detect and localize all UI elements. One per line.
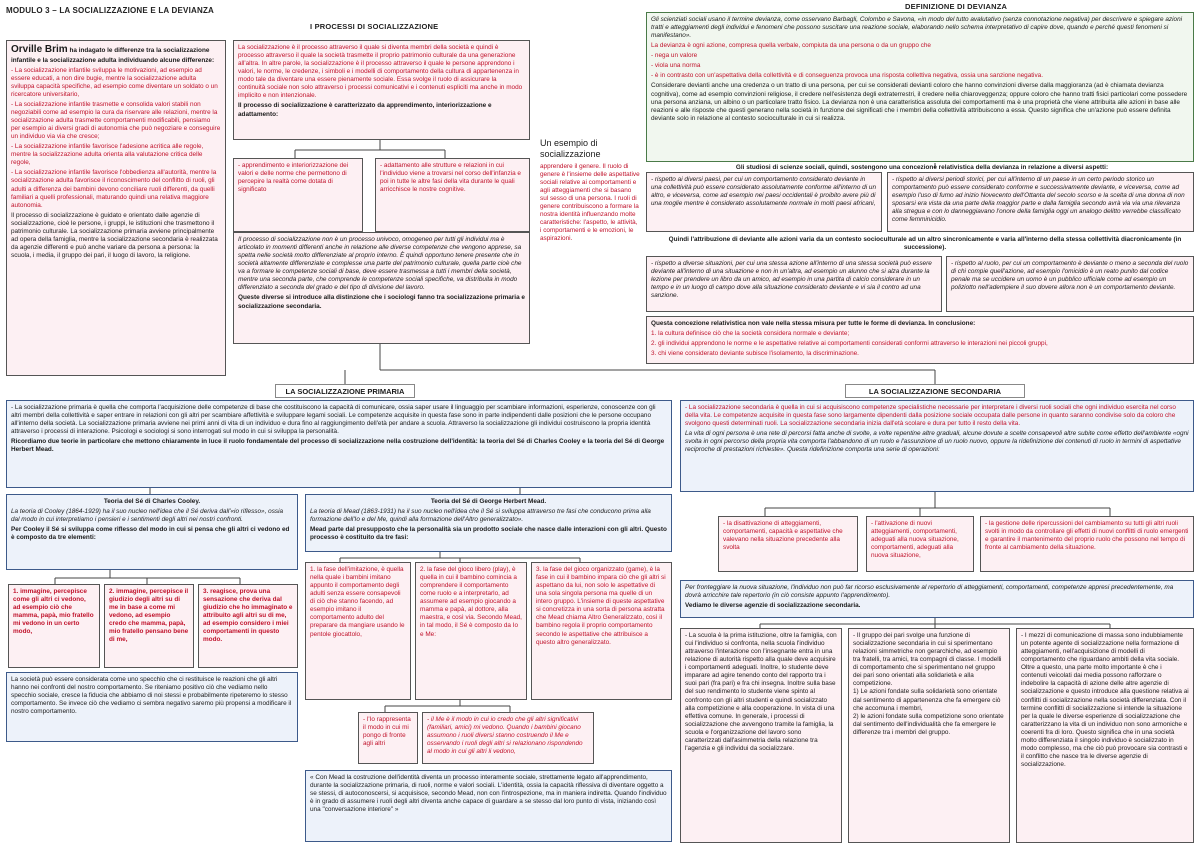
cooley-element-3 [198, 584, 298, 668]
process-text: Il processo di socializzazione non è un processo univoco, omogeneo per tutti gli individui ma è articolato in momenti differenti anche in relazione alle diverse competenze che vengono apprese, sa spetta nelle società molto differenziate al proprio interno. È quindi opportuno tenere presente che in società altamente differenziate e complesse una parte del patrimonio culturale, quella parte cioè che va a formare le competenze sociali di base, deve essere trasmessa a tutti i membri della società, mentre una seconda parte, che comprende le competenze sociali specifiche, va distribuita in modo differenziato a seconda del grado e del tipo di divisione del lavoro. [238, 236, 522, 292]
secondary-op-2-text: - l'attivazione di nuovi atteggiamenti, comportamenti, adeguati alla nuova situazione, comportamenti, adeguati alla nuova situazione, [871, 520, 959, 560]
mead-phase-3 [531, 562, 672, 700]
adattamento-text: - adattamento alle strutture e relazioni in cui l'individuo viene a trovarsi nel corso dell'infanzia e poi in tutte le altre fasi della vita durante le quali arricchisce le nostre cognitive. [380, 162, 521, 194]
mead-me-box [422, 712, 594, 764]
deviance-point-3: - è in contrasto con un'aspettativa della collettività e di conseguenza provoca una risposta collettiva negativa, ossia una sanzione negativa. [651, 72, 1044, 80]
deviance-intro: Gli scienziati sociali usano il termine devianza, come osservano Barbagli, Colombo e Savona, «in modo del tutto avalutativo (senza connotazione negativa) per descrivere e spiegare azioni tratti e atteggiamenti degli individui e fenomeni che possono suscitare una reazione sociale, elaborando nello schema interpretativo di capire dove, quando e perché questi fenomeni si manifestano». [651, 16, 1183, 40]
relativity-times: - rispetto ai diversi periodi storici, per cui all'interno di un paese in un certo periodo storico un comportamento può essere considerato conforme e successivamente deviante, e viceversa, come ad esempio l'uso di fumo ad inizio Novecento dell'Ottanta del secolo scorso e la scelta di una donna di non sposarsi era vista da una parte della maggior parte e dalla famiglia secondo avrà via via una rilevanza alla stregua e con lo danneggiavano l'onore della famiglia oggi un analogo delitto verrebbe classificato come femminicidio. [892, 176, 1185, 224]
deviance-box [646, 12, 1194, 162]
relativity-role: - rispetto al ruolo, per cui un comportamento è deviante o meno a seconda del ruolo di chi compie quell'azione, ad esempio l'omicidio è un reato punito dal codice penale ma se uccidere un uomo è un pubblico ufficiale come ad esempio un poliziotto nell'adempiere il suo dovere allora non è un comportamento deviante. [951, 260, 1189, 292]
relativity-role-box [946, 256, 1194, 312]
definition-text: La socializzazione è il processo attraverso il quale si diventa membri della società e quindi è processo attraverso il quale la società trasmette il proprio patrimonio culturale da una generazione all'altra. In altre parole, la socializzazione è il processo attraverso il quale le persone apprendono i valori, le norme, le credenze, i simboli e i modelli di comportamento della cultura di appartenenza in modo tale da diventare una essere pienamente sociale. Essa svolge il ruolo di assicurare la continuità sociale non solo attraverso i processi comunicativi e i contenuti espliciti ma anche in modo implicito e non intenzionale. [238, 44, 523, 100]
conclusion-box [646, 316, 1194, 364]
agency-peers-text: - Il gruppo dei pari svolge una funzione di socializzazione secondaria in cui si sperimentano relazioni simmetriche non gerarchiche, ad esempio tra fratelli, tra amici, tra compagni di classe. I modelli di comportamento che si sperimentano nel gruppo dei pari sono orientati alla solidarietà e alla competizione. 1) Le azioni fondate sulla solidarietà sono orientate dal sentimento di appartenenza che fa emergere ciò che accomuna i membri, 2) le azioni fondate sulla competizione sono orientate dal sentimento dell'individualità che fa emergere le differenze tra i membri del gruppo. [853, 632, 1004, 736]
relativity-mid: Quindi l'attribuzione di deviante alle azioni varia da un contesto socioculturale ad un altro sincronicamente e varia all'interno della stessa collettività diacronicamente (in successione). [668, 236, 1182, 252]
conclusion-intro: Questa concezione relativistica non vale nella stessa misura per tutte le forme di devianza. In conclusione: [651, 320, 976, 327]
primary-bold: Ricordiamo due teorie in particolare che mettono chiaramente in luce il ruolo fondamentale del processo di socializzazione nella costruzione dell'identità: la teoria del Sé di Charles Cooley e la teoria del Sé di George Herbert Mead. [11, 438, 665, 454]
mead-footer: « Con Mead la costruzione dell'identità diventa un processo interamente sociale, strettamente legato all'apprendimento, durante la socializzazione primaria, di ruoli, norme e valori sociali. L'identità, ossia la capacità riflessiva di diventare oggetto a se stessi, di autoconoscersi, si acquisisce, secondo Mead, non con l'introspezione, ma in maniera indiretta. Quando l'individuo è in grado di assumere i ruoli degli altri diventa anche capace di guardare a se stesso dal loro punto di vista, iniziando così una "conversazione interiore" » [310, 774, 667, 814]
secondary-title: LA SOCIALIZZAZIONE SECONDARIA [868, 387, 1002, 396]
deviance-title: DEFINIZIONE DI DEVIANZA [905, 2, 1008, 11]
secondary-op-1 [718, 516, 858, 572]
cooley-element-1-text: 1. immagine, percepisce come gli altri ci vedono, ad esempio ciò che mamma, papà, mio fratello mi vedono in un certo modo, [13, 588, 94, 636]
agency-media-text: - I mezzi di comunicazione di massa sono indubbiamente un potente agente di socializzazione nella formazione di atteggiamenti, nell'acquisizione di modelli di comportamento che riguardano ambiti della vita sociale. Oltre a questo, una parte molto importante è che i contenuti veicolati dai media possono rafforzare o indebolire la capacità di azione delle altre agenzie di socializzazione e questo introduce alla questione relativa ai conflitti di socializzazione nella società differenziata. Con il termine conflitti di socializzazione si intende la situazione per la quale le diverse esperienze di socializzazione che caratterizzano la vita di un individuo non sono armoniche e coerenti fra di loro. Questo significa che in una società molto differenziata il singolo individuo è socializzato in modo complesso, ma che ciò può provocare sia contrasti e il conflitto che nasce tra le diverse agenzie di socializzazione. [1021, 632, 1189, 768]
deviance-def: La devianza è ogni azione, compresa quella verbale, compiuta da una persona o da un gruppo che [651, 42, 931, 50]
secondary-text-2: La vita di ogni persona è una rete di percorsi fatta anche di svolte, a volte repentine altre graduali, alcune dovute a scelte consapevoli altre subite come effetto dell'ambiente «ogni svolta in ogni percorso della propria vita comporta l'abbandono di un ruolo e l'assunzione di un ruolo nuovo, oppure la ridefinizione dei contenuti di ruolo in termini di aspettative reciproche di prestazioni richieste». Questa ridefinizione comporta una serie di operazioni: [685, 430, 1189, 454]
cooley-element-2-text: 2. immagine, percepisce il giudizio degli altri su di me in base a come mi vedono, ad esempio credo che mamma, papà, mio fratello pensano bene di me, [109, 588, 189, 644]
definition-bold: Il processo di socializzazione è caratterizzato da apprendimento, interiorizzazione e adattamento: [238, 102, 492, 118]
mead-io-box [358, 712, 418, 764]
processes-title: I PROCESSI DI SOCIALIZZAZIONE [310, 22, 439, 31]
brim-agencies: Il processo di socializzazione è guidato e orientato dalle agenzie di socializzazione, cioè le persone, i gruppi, le istituzioni che trasmettono il patrimonio culturale. La socializzazione primaria avviene principalmente ad opera della famiglia, mentre la socializzazione secondaria è realizzata da agenzie differenti e può anche variare da persona a persona: la scuola, i media, il gruppo dei pari, il luogo di lavoro, la religione. [11, 211, 218, 260]
secondary-box [680, 400, 1194, 492]
apprendimento-box [233, 158, 363, 232]
deviance-body: Considerare devianti anche una credenza o un tratto di una persona, per cui se considerati devianti coloro che hanno convinzioni diverse dalla maggioranza (ad è chiamata devianza cognitiva), come ad esempio convinzioni religiose, il credere nell'esistenza degli extraterrestri, il credere nella chiaroveggenza; oppure coloro che hanno tratti fisici particolari come possedere una persona anziana, un albino o un particolare tratto fisico. La devianza non è una caratteristica assoluta dei comportamenti ma è una proprietà che viene attribuita alle azioni in base alle reazioni e alle risposte che questi generano nella società in funzione dei significati che i membri della collettività attribuiscono a essa. Questo significa che un'azione può essere definita deviante solo in relazione al contesto socioculturale in cui si realizza. [651, 82, 1188, 122]
definition-box [233, 40, 530, 140]
side-note-text: apprendere il genere. Il ruolo di genere è l'insieme delle aspettative sociali relative ai comportamenti e agli atteggiamenti che si basano sul sesso di una persona. I ruoli di genere contribuiscono a formare la nostra identità influenzando molte caratteristiche: l'aspetto, le attività, i comportamenti e le emozioni, le aspirazioni. [540, 162, 640, 243]
cooley-text: La teoria di Cooley (1864-1929) ha il suo nucleo nell'idea che il Sé deriva dall'«io riflesso», ossia dal modo in cui interpretiamo i pensieri e i sentimenti degli altri nei nostri confronti. [11, 508, 284, 524]
agency-media [1016, 628, 1194, 843]
mead-io-text: - l'Io rappresenta il modo in cui mi pongo di fronte agli altri [363, 716, 411, 748]
mead-phase-2-text: 2. la fase del gioco libero (play), è quella in cui il bambino comincia a comprendere il comportamento come ruolo e a interpretarlo, ad assumere ad esempio giocando a mamma e papà, al dottore, alla maestra, e così via. Secondo Mead, in tal modo, il Sé è composto da Io e Me: [420, 566, 522, 638]
process-box [233, 232, 530, 344]
agencies-intro: Per fronteggiare la nuova situazione, l'individuo non può far ricorso esclusivamente al repertorio di atteggiamenti, comportamenti, competenze appresi precedentemente, ma dovrà arricchire tale repertorio (in ciò consiste appunto l'apprendimento). [685, 584, 1174, 600]
brim-item-3: - La socializzazione infantile favorisce l'adesione acritica alle regole, mentre la socializzazione adulta orienta alla valutazione critica delle regole, [11, 143, 204, 167]
agencies-intro-box [680, 580, 1194, 618]
conclusion-item-2: 2. gli individui apprendono le norme e le aspettative relative ai comportamenti considerati conformi attraverso le interazioni nei piccoli gruppi, [651, 340, 1048, 348]
conclusion-item-1: 1. la cultura definisce ciò che la società considera normale e deviante; [651, 330, 850, 338]
relativity-situations-box [646, 256, 942, 312]
cooley-element-1 [8, 584, 100, 668]
brim-item-4: - La socializzazione infantile favorisce l'obbedienza all'autorità, mentre la socializzazione adulta favorisce il riconoscimento del conflitto di ruoli, gli adulti a differenza dei bambini devono conciliare ruoli differenti, da quelli familiari a quelli professionali, maturando quindi una relativa maggiore autonomia. [11, 169, 217, 209]
cooley-footer-box [6, 672, 298, 742]
side-note-title: Un esempio di socializzazione [540, 138, 601, 160]
conclusion-item-3: 3. chi viene considerato deviante subisce l'isolamento, la discriminazione. [651, 350, 859, 358]
agencies-bold: Vediamo le diverse agenzie di socializzazione secondaria. [685, 602, 861, 610]
brim-item-1: - La socializzazione infantile sviluppa le motivazioni, ad esempio ad essere educati, a non dire bugie, mentre la socializzazione adulta sviluppa capacità specifiche, ad esempio come diventare un soldato o un ricercatore universitario, [11, 66, 218, 98]
relativity-places-box [646, 172, 882, 232]
mead-phase-1-text: 1. la fase dell'imitazione, è quella nella quale i bambini imitano appunto il comportamento degli adulti senza essere consapevoli di ciò che stanno facendo, ad esempio imitano il comportamento adulto del preparare da mangiare usando le pentole giocattolo, [310, 566, 405, 638]
secondary-text: - La socializzazione secondaria è quella in cui si acquisiscono competenze specialistiche necessarie per interpretare i diversi ruoli sociali che ogni individuo esercita nel corso della vita. Le competenze acquisite in questa fase sono largamente dipendenti dalla posizione sociale occupata dalle persone in quanto saranno condivise solo da coloro che svolgono questi determinati ruoli. La socializzazione secondaria inizia dall'età scolare e dura per tutto il resto della vita. [685, 404, 1176, 428]
mead-phase-3-text: 3. la fase del gioco organizzato (game), è la fase in cui il bambino impara ciò che gli altri si aspettano da lui, non solo le aspettative di una sola singola persona ma quelle di un intero gruppo. L'insieme di queste aspettative si concretizza in una sorta di persona astratta che Mead chiama Altro Generalizzato, così il bambino regola il proprio comportamento secondo le aspettative che attribuisce a questo altro generalizzato. [536, 566, 666, 646]
primary-title: LA SOCIALIZZAZIONE PRIMARIA [285, 387, 405, 396]
agency-school [680, 628, 842, 843]
apprendimento-text: - apprendimento e interiorizzazione dei valori e delle norme che permettono di percepire la realtà come dotata di significato [238, 162, 349, 194]
secondary-op-2 [866, 516, 974, 572]
cooley-element-3-text: 3. reagisce, prova una sensazione che deriva dal giudizio che ho immaginato e attribuito agli altri su di me, ad esempio considero i miei comportamenti in questo modo. [203, 588, 293, 644]
secondary-op-3 [980, 516, 1194, 572]
primary-text: - La socializzazione primaria è quella che comporta l'acquisizione delle competenze di base che costituiscono la capacità di comunicare, ossia saper usare il linguaggio per scambiare informazioni, esperienze, conoscenze con gli altri membri della collettività e saper entrare in relazioni con gli altri per scambiare affettività e sviluppare legami sociali. Le competenze acquisite in questa fase sono in parte indipendenti dalle posizioni che le persone occupano all'interno della società. La socializzazione primaria avviene nei primi anni di vita di un individuo e dura fino al raggiungimento dell'età per andare a scuola. Attraverso la socializzazione gli individui costruiscono la propria identità attraverso i processi di interazione. Psicologi e sociologi si sono interrogati sul modo in cui si sviluppa la personalità. [11, 404, 656, 436]
deviance-point-2: - viola una norma [651, 62, 701, 70]
deviance-point-1: - nega un valore [651, 52, 698, 60]
mead-bold: Mead parte dal presupposto che la personalità sia un prodotto sociale che nasce dalle interazioni con gli altri. Questo processo è costituito da tre fasi: [310, 526, 667, 542]
primary-title-box [275, 384, 415, 398]
side-note [540, 138, 640, 338]
secondary-op-3-text: - la gestione delle ripercussioni del cambiamento su tutti gli altri ruoli svolti in modo da controllare gli effetti di nuovi conflitti di ruolo emergenti e garantire il mantenimento del proprio ruolo che possono nel tempo di fronte al cambiamento della situazione. [985, 520, 1189, 552]
mead-phase-2 [415, 562, 527, 700]
cooley-element-2 [104, 584, 194, 668]
brim-box [6, 40, 226, 376]
mead-title: Teoria del Sé di George Herbert Mead. [430, 498, 547, 505]
cooley-bold: Per Cooley il Sé si sviluppa come riflesso del modo in cui si pensa che gli altri ci vedono ed è composto da tre elementi: [11, 526, 290, 542]
relativity-intro: Gli studiosi di scienze sociali, quindi, sostengono una concezione relativistica della devianza in relazione a diversi aspetti: [735, 164, 1109, 171]
mead-phase-1 [305, 562, 411, 700]
secondary-title-box [845, 384, 1025, 398]
cooley-footer: La società può essere considerata come uno specchio che ci restituisce le reazioni che gli altri hanno nei confronti del nostro comportamento. Se riteniamo positivo ciò che vediamo nello specchio sociale, cresce la fiducia che abbiamo di noi stessi e probabilmente ripeteremo lo stesso comportamento. Se invece ciò che vediamo ci sembra negativo saremo più propensi a modificare il nostro comportamento. [11, 676, 292, 716]
relativity-situations: - rispetto a diverse situazioni, per cui una stessa azione all'interno di una stessa società può essere deviante all'interno di una situazione e non in un'altra, ad esempio un alunno che si alza durante la lezione per prendere un libro da un amico, ad esempio in una partita di calcio considerare in un tempo e in un luogo di campo dove alla situazione considerato deviante e vi sia il contro ad una sanzione. [651, 260, 932, 300]
relativity-times-box [887, 172, 1194, 232]
secondary-op-1-text: - la disattivazione di atteggiamenti, comportamenti, capacità e aspettative che valevano nella situazione precedente alla svolta [723, 520, 843, 552]
agency-peers [848, 628, 1010, 843]
mead-me-text: - il Me è il modo in cui io credo che gli altri significativi (familiari, amici) mi vedono. Quando i bambini giocano assumono i ruoli diversi stanno costruendo il Me e osservando i ruoli degli altri si relazionano rispondendo al modo in cui gli altri li vedono, [427, 716, 583, 756]
brim-intro: ha indagato le differenze tra la socializzazione infantile e la socializzazione adulta individuando alcune differenze: [11, 47, 215, 64]
adattamento-box [375, 158, 530, 232]
brim-name: Orville Brim [11, 44, 68, 55]
relativity-places: - rispetto ai diversi paesi, per cui un comportamento considerato deviante in una collettività può essere considerato assolutamente conforme all'interno di un altro, e viceversa, come ad esempio nei paesi occidentali è proibito avere più di una moglie mentre è considerato assolutamente normale in molti paesi africani, [651, 176, 877, 208]
cooley-box [6, 494, 298, 570]
cooley-title: Teoria del Sé di Charles Cooley. [103, 498, 201, 505]
mead-text: La teoria di Mead (1863-1931) ha il suo nucleo nell'idea che il Sé si sviluppa attraverso tre fasi che conducono prima alla formazione dell'Io e del Me, quindi alla formazione dell'Altro generalizzato». [310, 508, 651, 524]
mead-footer-box [305, 770, 672, 842]
mead-box [305, 494, 672, 552]
process-bold: Queste diverse si introduce alla distinzione che i sociologi fanno tra socializzazione primaria e socializzazione secondaria. [238, 294, 525, 310]
primary-box [6, 400, 672, 488]
module-title: MODULO 3 – LA SOCIALIZZAZIONE E LA DEVIANZA [6, 6, 215, 15]
brim-item-2: - La socializzazione infantile trasmette e consolida valori stabili non negoziabili come ad esempio la cura da riservare alle relazioni, mentre la socializzazione adulta trasmette comportamenti modificabili, pensiamo per esempio ai diversi gradi di autonomia che può negoziare e conseguire un individuo via via che cresce; [11, 100, 221, 141]
agency-school-text: - La scuola è la prima istituzione, oltre la famiglia, con cui l'individuo si confronta, nella scuola l'individuo attraverso l'interazione con l'insegnante entra in una relazione di autorità rispetto alla quale deve acquisire i comportamenti adeguati. Inoltre, lo studente deve imparare ad agire tenendo conto del rapporto tra i suoi pari (fra pari) e fra chi insegna. Inoltre sulla base del suo rendimento lo studente viene spinto al confronto con gli altri studenti e quindi socializzato alla competizione e alla cooperazione. In vista di una effettiva comune. In generale, i processi di socializzazione che avvengono tramite la famiglia, la scuola e l'organizzazione del lavoro sono caratterizzati dall'asimmetria della relazione tra l'agenzia e gli individui da socializzare. [685, 632, 837, 752]
